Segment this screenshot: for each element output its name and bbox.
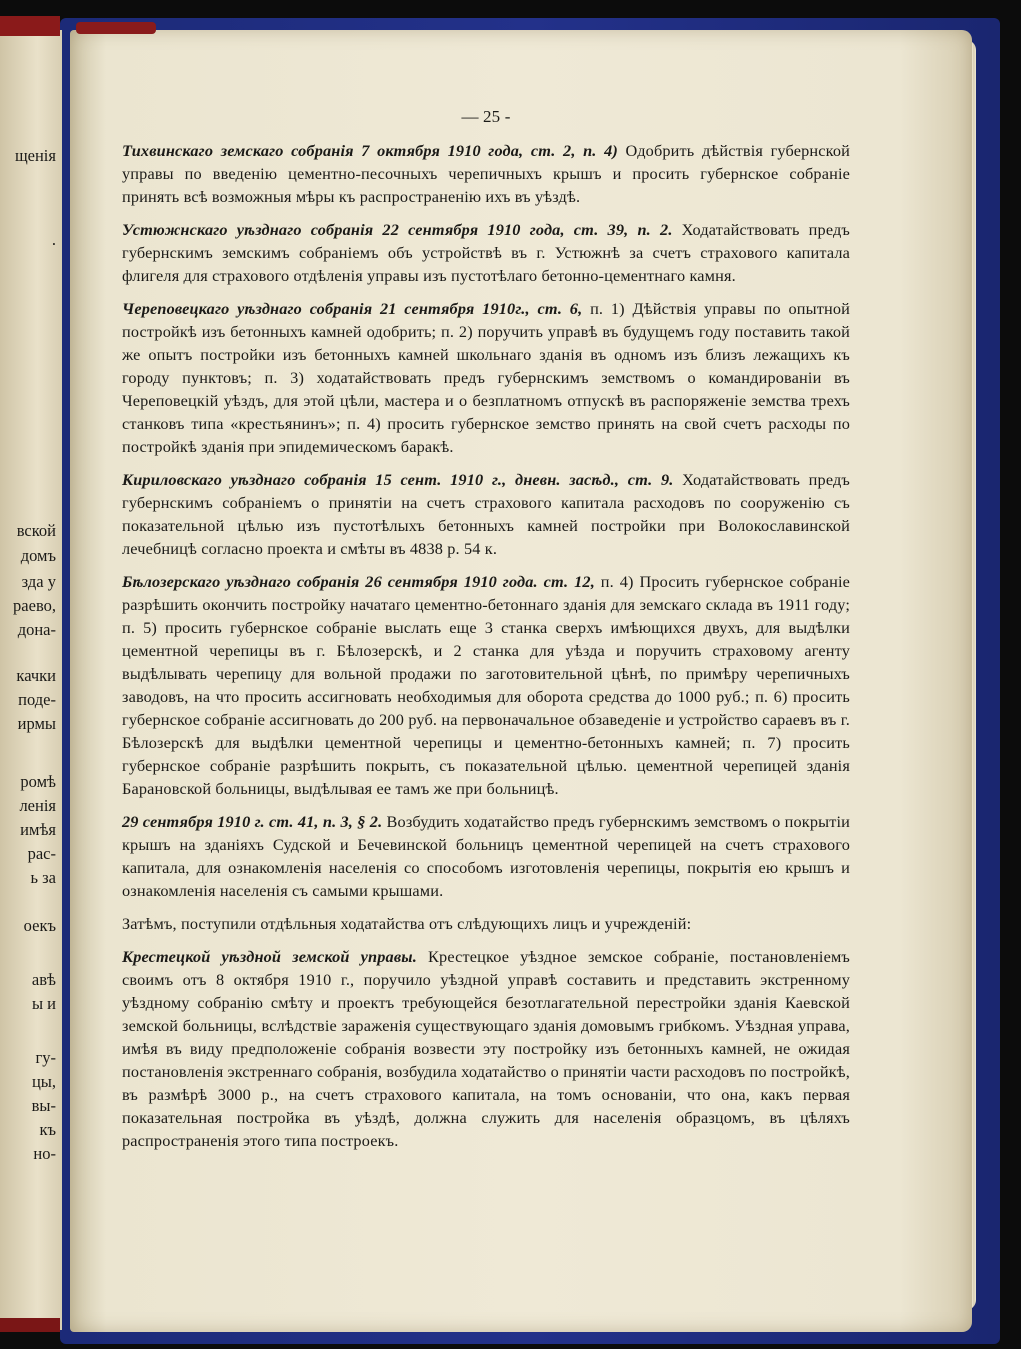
previous-page-line: ирмы xyxy=(17,714,56,733)
transition-text: Затѣмъ, поступили отдѣльныя ходатайства отъ слѣдующихъ лицъ и учрежденій: xyxy=(122,914,692,933)
previous-page-line: раево, xyxy=(13,596,56,615)
previous-page-line: дона- xyxy=(17,620,56,639)
paragraph xyxy=(122,218,850,287)
previous-page-line: ы и xyxy=(31,994,56,1013)
previous-page-line: зда у xyxy=(21,572,56,591)
previous-page-line: цы, xyxy=(31,1072,56,1091)
paragraph-heading: 29 сентября 1910 г. ст. 41, п. 3, § 2. xyxy=(122,812,383,831)
previous-page-line: качки xyxy=(16,666,56,685)
previous-page-line: вской xyxy=(16,521,56,540)
paragraph-heading: Устюжнскаго уѣзднаго собранія 22 сентября 1910 года, ст. 39, п. 2. xyxy=(122,220,673,239)
paragraph-heading: Кириловскаго уѣзднаго собранія 15 сент. 1910 г., дневн. засѣд., ст. 9. xyxy=(122,470,674,489)
previous-page-line: ромѣ xyxy=(20,772,56,791)
paragraph-body: Ходатайствовать предъ губернскимъ земскимъ собраніемъ объ устройствѣ въ г. Устюжнѣ за счетъ страхового капитала флигеля для страхового отдѣленія управы изъ пустотѣлаго бетонно-цементнаго камня. xyxy=(122,220,850,285)
page-number: — 25 - xyxy=(461,107,511,126)
page-edge-marking xyxy=(76,22,156,34)
paragraph-heading: Тихвинскаго земскаго собранія 7 октября 1910 года, ст. 2, п. 4) xyxy=(122,141,618,160)
previous-page-line: къ xyxy=(39,1120,56,1139)
page-edge-marking xyxy=(0,16,60,36)
previous-page-line: ленія xyxy=(19,796,56,815)
paragraph xyxy=(122,468,850,560)
paragraph xyxy=(122,810,850,902)
paragraph-body: п. 4) Просить губернское собраніе разрѣшить окончить постройку начатаго цементно-бетоннаго зданія для земскаго склада въ 1911 году; п. 5) просить губернское собраніе выслать еще 3 станка сверхъ имѣющихся двухъ, для выдѣлки цементной черепицы въ г. Бѣлозерскѣ, и 2 станка для уѣзда и поручить страховому агенту выдѣлывать черепицу для вольной продажи по заготовительной цѣнѣ, по примѣру черепичныхъ заводовъ, на что просить ассигновать необходимыя для оборота средства до 1000 руб.; п. 6) просить губернское собраніе ассигновать до 200 руб. на первоначальное обзаведеніе и устройство сараевъ въ г. Бѣлозерскѣ для выдѣлки цементной черепицы и цементно-бетонныхъ камней; п. 7) просить губернское собраніе разрѣшить покрыть, съ показательной цѣлью. цементной черепицей зданія Барановской больницы, выдѣлывая ее тамъ же при больницѣ. xyxy=(122,572,850,798)
paragraph-body: п. 1) Дѣйствія управы по опытной постройкѣ изъ бетонныхъ камней одобрить; п. 2) поручить управѣ въ будущемъ году поставить такой же опытъ постройки изъ бетонныхъ камней школьнаго зданія въ одномъ изъ близъ лежащихъ къ городу пунктовъ; п. 3) ходатайствовать предъ губернскимъ земствомъ о командированіи въ Череповецкій уѣздъ, для этой цѣли, мастера и о безплатномъ отпускѣ въ распоряженіе земства трехъ станковъ типа «крестьянинъ»; п. 4) просить губернское земство принять на свой счетъ расходы по постройкѣ зданія при эпидемическомъ баракѣ. xyxy=(122,299,851,456)
previous-page-line: домъ xyxy=(20,546,56,565)
previous-page-line: авѣ xyxy=(31,970,56,989)
previous-page-line: но- xyxy=(33,1144,56,1163)
page-edge-marking xyxy=(0,1318,60,1332)
page-content xyxy=(122,105,850,1162)
previous-page-line: гу- xyxy=(35,1048,56,1067)
paragraph xyxy=(122,297,850,458)
paragraph-heading: Крестецкой уѣздной земской управы. xyxy=(122,947,417,966)
previous-page-line: вы- xyxy=(31,1096,56,1115)
paragraph-heading: Череповецкаго уѣзднаго собранія 21 сентября 1910г., ст. 6, xyxy=(122,299,583,318)
previous-page-line: рас- xyxy=(27,844,56,863)
paragraph-body: Возбудить ходатайство предъ губернскимъ земствомъ о покрытіи крышъ на зданіяхъ Судской и Бечевинской больницъ цементной черепицей на счетъ страхового капитала, для ознакомленія населенія со способомъ изготовленія черепицы, покрытія ею крышъ и ознакомленія населенія съ самыми крышами. xyxy=(122,812,850,900)
paragraph-body: Одобрить дѣйствія губернской управы по введенію цементно-песочныхъ черепичныхъ крышъ и просить губернское собраніе принять всѣ возможныя мѣры къ распространенію ихъ въ уѣздѣ. xyxy=(122,141,851,206)
previous-page-line: щенія xyxy=(14,146,56,165)
paragraph xyxy=(122,570,850,800)
paragraph xyxy=(122,945,850,1152)
previous-page-line: ь за xyxy=(30,868,56,887)
previous-page-line: . xyxy=(51,230,56,249)
previous-page-line: имѣя xyxy=(20,820,56,839)
previous-page-fragment xyxy=(0,30,62,1330)
paragraph-heading: Бѣлозерскаго уѣзднаго собранія 26 сентября 1910 года. ст. 12, xyxy=(122,572,595,591)
previous-page-line: поде- xyxy=(18,690,56,709)
paragraph xyxy=(122,139,850,208)
paragraph-body: Ходатайствовать предъ губернскимъ собраніемъ о принятіи на счетъ страхового капитала расходовъ по сооруженію съ показательной цѣлью изъ пустотѣлыхъ бетонныхъ камней постройки при Волокославинской лечебницѣ согласно проекта и смѣты въ 4838 р. 54 к. xyxy=(122,470,850,558)
paragraph-body: Крестецкое уѣздное земское собраніе, постановленіемъ своимъ отъ 8 октября 1910 г., поручило уѣздной управѣ составить и представить экстренному уѣздному собранію смѣту и проектъ требующейся безотлагательной перестройки зданія Каевской земской больницы, вслѣдствіе зараженія существующаго зданія домовымъ грибкомъ. Уѣздная управа, имѣя въ виду предположеніе собранія возвести эту постройку изъ бетонныхъ камней, не ожидая постановленія экстреннаго собранія, возбудила ходатайство о принятіи части расходовъ по постройкѣ, въ размѣрѣ 3000 р., на счетъ страхового капитала, на томъ основаніи, что она, какъ первая показательная постройка въ уѣздѣ, должна служить для населенія образцомъ, въ цѣляхъ распространенія этого типа построекъ. xyxy=(122,947,850,1150)
previous-page-line: оекъ xyxy=(23,916,56,935)
